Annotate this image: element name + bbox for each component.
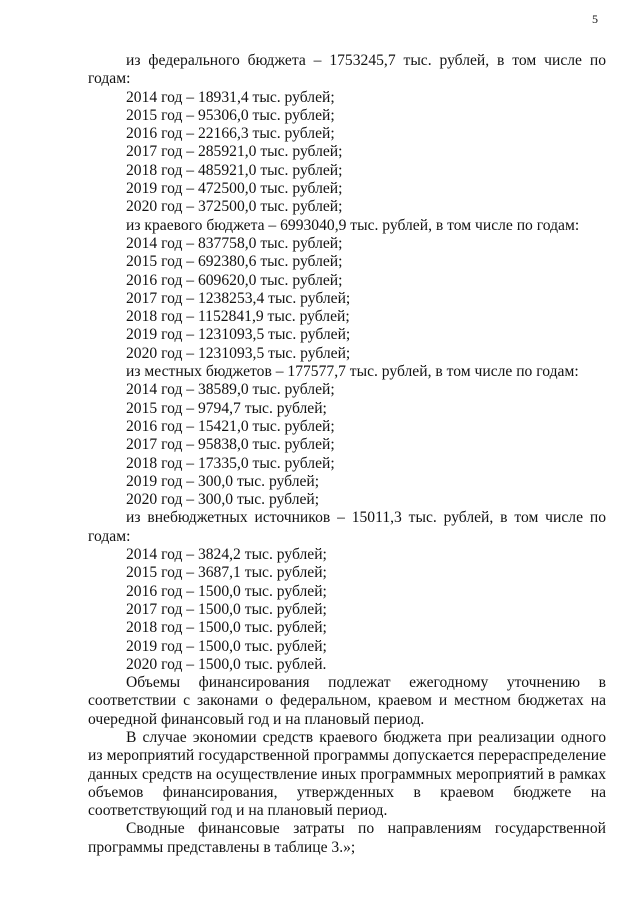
list-item: 2016 год – 15421,0 тыс. рублей; <box>126 417 335 435</box>
federal-budget-intro: из федерального бюджета – 1753245,7 тыс. рублей, в том числе по годам: <box>88 52 606 88</box>
federal-budget-years <box>88 89 606 217</box>
extrabudgetary-years <box>88 546 606 674</box>
list-item: 2014 год – 837758,0 тыс. рублей; <box>126 234 343 252</box>
regional-budget-years <box>88 235 606 363</box>
list-item: 2019 год – 1231093,5 тыс. рублей; <box>126 326 351 344</box>
list-item: 2017 год – 1500,0 тыс. рублей; <box>126 600 327 618</box>
list-item: 2018 год – 485921,0 тыс. рублей; <box>126 161 343 179</box>
local-budget-years <box>88 381 606 509</box>
list-item: 2019 год – 472500,0 тыс. рублей; <box>126 180 343 198</box>
list-item: 2015 год – 9794,7 тыс. рублей; <box>126 399 327 417</box>
list-item: 2016 год – 609620,0 тыс. рублей; <box>126 271 343 289</box>
document-body <box>88 52 606 857</box>
list-item: 2015 год – 692380,6 тыс. рублей; <box>126 253 343 271</box>
list-item: 2018 год – 1152841,9 тыс. рублей; <box>126 308 350 326</box>
list-item: 2017 год – 285921,0 тыс. рублей; <box>126 143 343 161</box>
list-item: 2015 год – 95306,0 тыс. рублей; <box>126 106 335 124</box>
list-item: 2014 год – 38589,0 тыс. рублей; <box>126 381 335 399</box>
list-item: 2020 год – 300,0 тыс. рублей; <box>126 491 320 509</box>
summary-costs-paragraph: Сводные финансовые затраты по направлениям государственной программы представлены в таблице 3.»; <box>88 820 606 856</box>
list-item: 2018 год – 1500,0 тыс. рублей; <box>126 619 327 637</box>
list-item: 2019 год – 300,0 тыс. рублей; <box>126 472 320 490</box>
list-item: 2016 год – 1500,0 тыс. рублей; <box>126 582 327 600</box>
list-item: 2019 год – 1500,0 тыс. рублей; <box>126 637 327 655</box>
extrabudgetary-intro: из внебюджетных источников – 15011,3 тыс. рублей, в том числе по годам: <box>88 509 606 545</box>
list-item: 2015 год – 3687,1 тыс. рублей; <box>126 564 327 582</box>
list-item: 2017 год – 95838,0 тыс. рублей; <box>126 436 335 454</box>
page-number: 5 <box>592 12 598 26</box>
list-item: 2018 год – 17335,0 тыс. рублей; <box>126 454 335 472</box>
funding-adjustment-paragraph: Объемы финансирования подлежат ежегодному уточнению в соответствии с законами о федеральном, краевом и местном бюджетах на очередной финансовый год и на плановый период. <box>88 674 606 728</box>
regional-budget-intro: из краевого бюджета – 6993040,9 тыс. рублей, в том числе по годам: <box>126 216 580 234</box>
list-item: 2016 год – 22166,3 тыс. рублей; <box>126 125 335 143</box>
list-item: 2020 год – 1500,0 тыс. рублей. <box>126 655 327 673</box>
list-item: 2014 год – 3824,2 тыс. рублей; <box>126 546 327 564</box>
list-item: 2020 год – 1231093,5 тыс. рублей; <box>126 344 351 362</box>
list-item: 2020 год – 372500,0 тыс. рублей; <box>126 198 343 216</box>
budget-savings-paragraph: В случае экономии средств краевого бюджета при реализации одного из мероприятий государственной программы допускается перераспределение данных средств на осуществление иных программных мероприятий в рамках объемов финансирования, утвержденных в краевом бюджете на соответствующий год и на плановый период. <box>88 728 606 820</box>
list-item: 2014 год – 18931,4 тыс. рублей; <box>126 88 335 106</box>
list-item: 2017 год – 1238253,4 тыс. рублей; <box>126 289 351 307</box>
local-budget-intro: из местных бюджетов – 177577,7 тыс. рублей, в том числе по годам: <box>126 363 579 381</box>
